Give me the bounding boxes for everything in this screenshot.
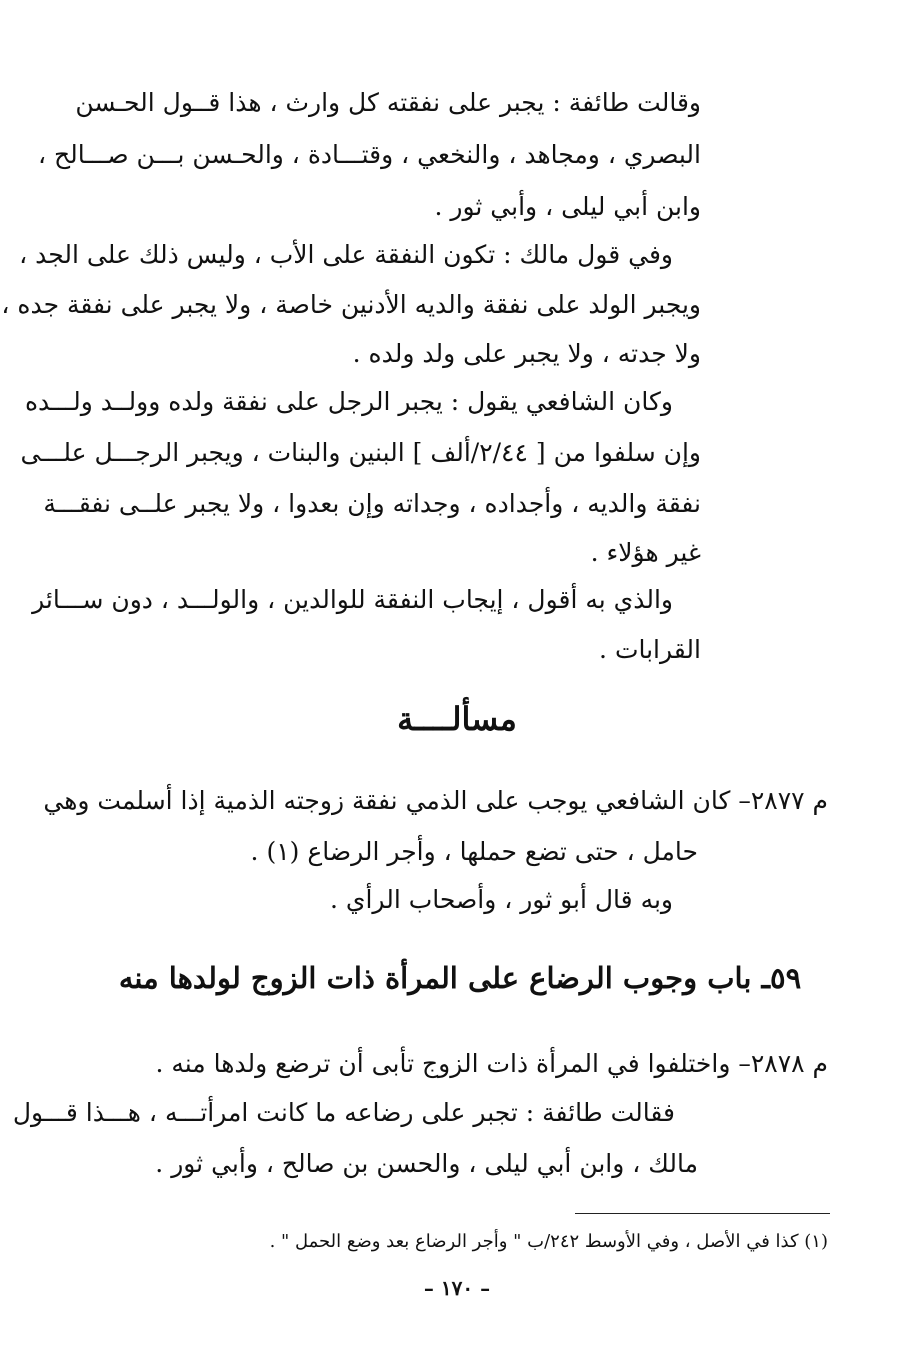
paragraph-2-line-3: ولا جدته ، ولا يجبر على ولد ولده . (352, 339, 701, 368)
paragraph-4-line-2: القرابات . (599, 635, 701, 664)
section-heading: مسألــــة (397, 700, 517, 738)
issue-2878-line-1: م ٢٨٧٨– واختلفوا في المرأة ذات الزوج تأبى أن ترضع ولدها منه . (155, 1049, 828, 1078)
issue-2877-line-2: حامل ، حتى تضع حملها ، وأجر الرضاع (١) . (250, 837, 698, 866)
paragraph-1-line-2: البصري ، ومجاهد ، والنخعي ، وقتـــادة ، والحـسن بـــن صـــالح ، (37, 140, 701, 169)
footnote: (١) كذا في الأصل ، وفي الأوسط ٢٤٢/ب " وأجر الرضاع بعد وضع الحمل " . (269, 1231, 828, 1252)
issue-2878-line-3: مالك ، وابن أبي ليلى ، والحسن بن صالح ، وأبي ثور . (155, 1149, 698, 1178)
paragraph-3-line-3: نفقة والديه ، وأجداده ، وجداته وإن بعدوا ، ولا يجبر علــى نفقـــة (43, 489, 701, 518)
chapter-heading: ٥٩ـ باب وجوب الرضاع على المرأة ذات الزوج لولدها منه (118, 961, 802, 995)
paragraph-2-line-2: ويجبر الولد على نفقة والديه الأدنين خاصة ، ولا يجبر على نفقة جده ، (1, 290, 701, 319)
paragraph-3-line-1: وكان الشافعي يقول : يجبر الرجل على نفقة ولده وولــد ولـــده (24, 387, 673, 416)
paragraph-2-line-1: وفي قول مالك : تكون النفقة على الأب ، وليس ذلك على الجد ، (19, 240, 673, 269)
issue-2877-line-1: م ٢٨٧٧– كان الشافعي يوجب على الذمي نفقة زوجته الذمية إذا أسلمت وهي (43, 786, 828, 815)
paragraph-4-line-1: والذي به أقول ، إيجاب النفقة للوالدين ، والولـــد ، دون ســـائر (32, 585, 673, 614)
page-number: – ١٧٠ – (423, 1276, 491, 1300)
paragraph-1-line-3: وابن أبي ليلى ، وأبي ثور . (434, 192, 701, 221)
footnote-separator (575, 1213, 830, 1214)
paragraph-1-line-1: وقالت طائفة : يجبر على نفقته كل وارث ، هذا قــول الحـسن (75, 88, 701, 117)
issue-2878-line-2: فقالت طائفة : تجبر على رضاعه ما كانت امرأتـــه ، هـــذا قـــول (12, 1098, 675, 1127)
paragraph-3-line-2: وإن سلفوا من [ ٢/٤٤/ألف ] البنين والبنات ، ويجبر الرجـــل علـــى (20, 438, 701, 467)
paragraph-3-line-4: غير هؤلاء . (590, 538, 701, 567)
issue-2877-line-3: وبه قال أبو ثور ، وأصحاب الرأي . (330, 885, 673, 914)
